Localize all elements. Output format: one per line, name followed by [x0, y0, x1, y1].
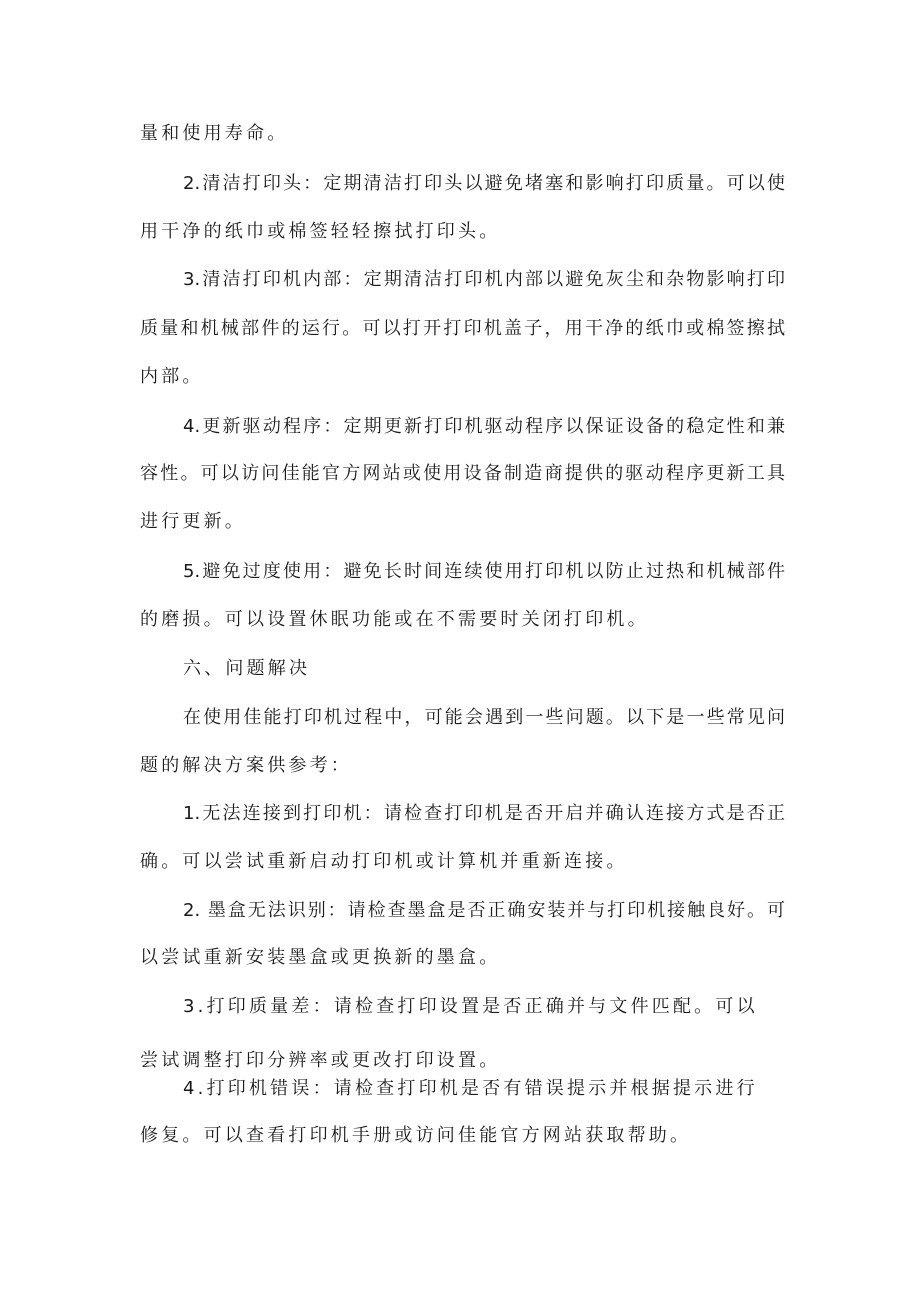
paragraph-line: 4.打印机错误：请检查打印机是否有错误提示并根据提示进行 — [183, 1078, 758, 1099]
paragraph-line: 题的解决方案供参考： — [140, 755, 352, 776]
paragraph-line: 的磨损。可以设置休眠功能或在不需要时关闭打印机。 — [140, 609, 649, 630]
paragraph-line: 量和使用寿命。 — [140, 123, 289, 144]
paragraph-line: 内部。 — [140, 366, 204, 387]
paragraph-line: 4.更新驱动程序：定期更新打印机驱动程序以保证设备的稳定性和兼 — [183, 416, 785, 437]
paragraph-line: 3.清洁打印机内部：定期清洁打印机内部以避免灰尘和杂物影响打印 — [183, 269, 785, 290]
paragraph-line: 确。可以尝试重新启动打印机或计算机并重新连接。 — [140, 851, 628, 872]
paragraph-line: 容性。可以访问佳能官方网站或使用设备制造商提供的驱动程序更新工具 — [140, 463, 785, 484]
paragraph-line: 5.避免过度使用：避免长时间连续使用打印机以防止过热和机械部件 — [183, 561, 785, 582]
section-heading: 六、问题解决 — [183, 658, 311, 679]
paragraph-line: 2.清洁打印头：定期清洁打印头以避免堵塞和影响打印质量。可以使 — [183, 173, 785, 194]
paragraph-line: 用干净的纸巾或棉签轻轻擦拭打印头。 — [140, 221, 501, 242]
paragraph-line: 修复。可以查看打印机手册或访问佳能官方网站获取帮助。 — [140, 1125, 692, 1146]
paragraph-line: 在使用佳能打印机过程中，可能会遇到一些问题。以下是一些常见问 — [183, 707, 785, 728]
paragraph-line: 尝试调整打印分辨率或更改打印设置。 — [140, 1050, 501, 1071]
paragraph-line: 2. 墨盒无法识别：请检查墨盒是否正确安装并与打印机接触良好。可 — [183, 900, 785, 921]
paragraph-line: 进行更新。 — [140, 511, 246, 532]
paragraph-line: 质量和机械部件的运行。可以打开打印机盖子，用干净的纸巾或棉签擦拭 — [140, 318, 785, 339]
paragraph-line: 以尝试重新安装墨盒或更换新的墨盒。 — [140, 947, 501, 968]
paragraph-line: 1.无法连接到打印机：请检查打印机是否开启并确认连接方式是否正 — [183, 803, 785, 824]
paragraph-line: 3.打印质量差：请检查打印设置是否正确并与文件匹配。可以 — [183, 996, 758, 1017]
